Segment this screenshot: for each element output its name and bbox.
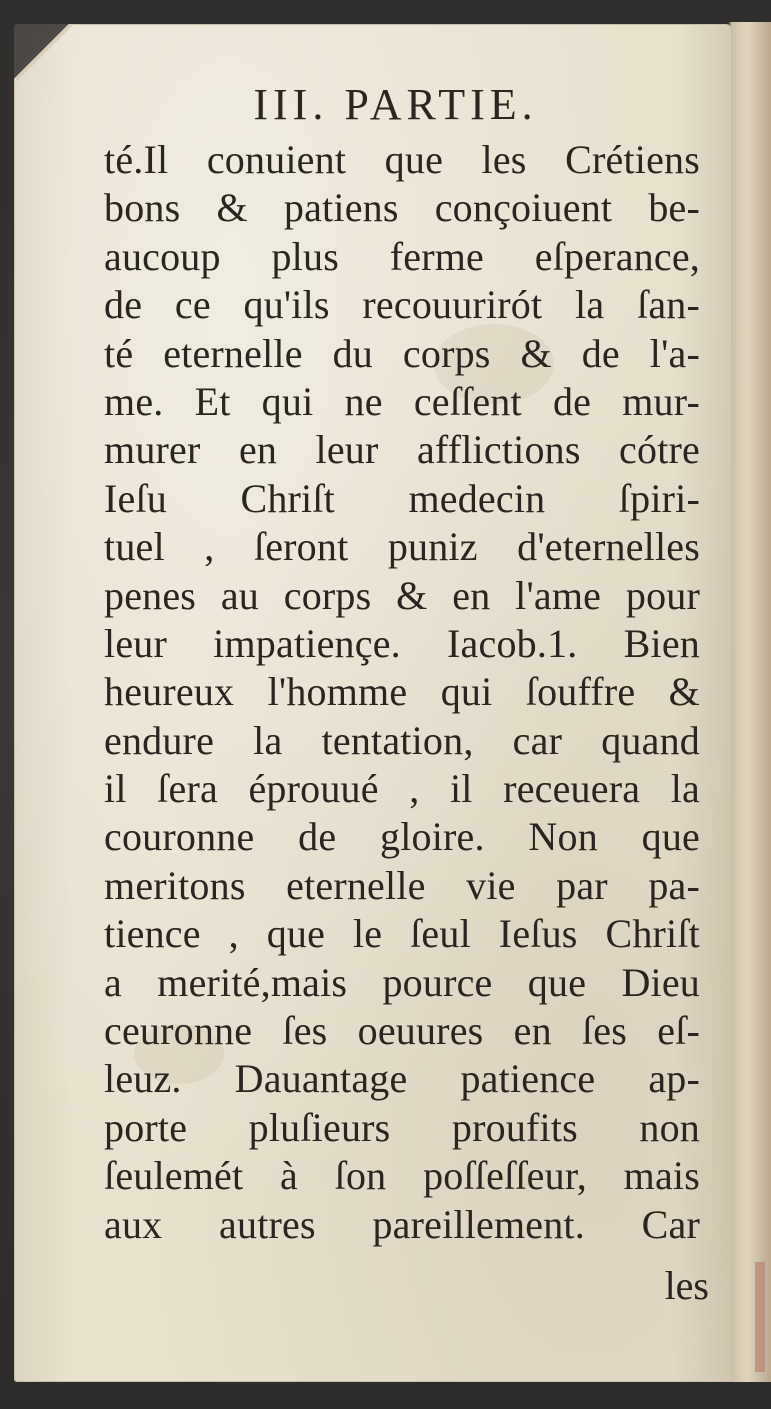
text-line: bons & patiens conçoiuent be-	[104, 185, 700, 231]
text-line: a merité,mais pource que Dieu	[104, 959, 700, 1005]
text-line: tience , que le ſeul Ieſus Chriſt	[104, 911, 700, 957]
text-line: ſeulemét à ſon poſſeſſeur, mais	[104, 1153, 700, 1199]
text-line: aucoup plus ferme eſperance,	[104, 233, 700, 279]
text-line: murer en leur afflictions cótre	[104, 427, 700, 473]
text-line: aux autres pareillement. Car	[104, 1201, 700, 1247]
text-line: heureux l'homme qui ſouffre &	[104, 669, 700, 715]
text-line: me. Et qui ne ceſſent de mur-	[104, 378, 700, 424]
text-line: té eternelle du corps & de l'a-	[104, 330, 700, 376]
adjacent-page-edge	[729, 22, 771, 1382]
text-line: tuel , ſeront puniz d'eternelles	[104, 524, 700, 570]
body-text	[104, 136, 700, 1249]
text-line: il ſera éprouué , il receuera la	[104, 766, 700, 812]
text-line: té.Il conuient que les Crétiens	[104, 137, 700, 182]
text-line: meritons eternelle vie par pa-	[104, 862, 700, 908]
text-line: endure la tentation, car quand	[104, 717, 700, 763]
catchword: les	[664, 1263, 709, 1308]
text-line: Ieſu Chriſt medecin ſpiri-	[104, 475, 700, 521]
running-head: III. PARTIE.	[253, 80, 538, 129]
text-line: porte pluſieurs proufits non	[104, 1104, 700, 1150]
text-line: couronne de gloire. Non que	[104, 814, 700, 860]
text-line: ceuronne ſes oeuures en ſes eſ-	[104, 1008, 700, 1054]
text-line: leuz. Dauantage patience ap-	[104, 1056, 700, 1102]
text-line: leur impatiençe. Iacob.1. Bien	[104, 620, 700, 666]
text-line: penes au corps & en l'ame pour	[104, 572, 700, 618]
text-line: de ce qu'ils recouurirót la ſan-	[104, 282, 700, 328]
